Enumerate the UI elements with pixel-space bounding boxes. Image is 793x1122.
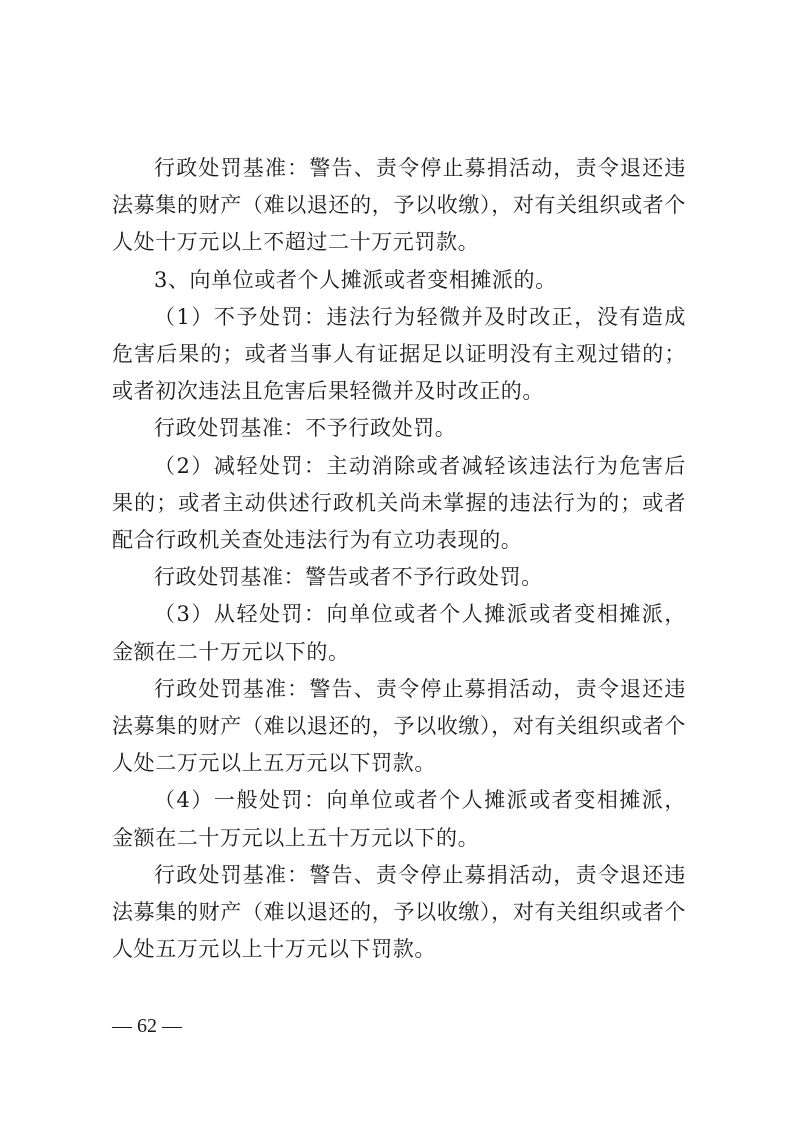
paragraph-penalty-standard-5: 行政处罚基准：警告、责令停止募捐活动，责令退还违法募集的财产（难以退还的，予以收缴），对有关组织或者个人处五万元以上十万元以下罚款。 bbox=[112, 862, 686, 962]
paragraph-item-3-heading: 3、向单位或者个人摊派或者变相摊派的。 bbox=[154, 267, 557, 292]
paragraph-mitigated-penalty: （2）减轻处罚：主动消除或者减轻该违法行为危害后果的；或者主动供述行政机关尚未掌握的违法行为的；或者配合行政机关查处违法行为有立功表现的。 bbox=[112, 453, 686, 553]
body-text bbox=[112, 150, 686, 968]
paragraph-penalty-standard-1: 行政处罚基准：警告、责令停止募捐活动，责令退还违法募集的财产（难以退还的，予以收缴），对有关组织或者个人处十万元以上不超过二十万元罚款。 bbox=[112, 156, 686, 255]
paragraph-lighter-penalty: （3）从轻处罚：向单位或者个人摊派或者变相摊派，金额在二十万元以下的。 bbox=[112, 602, 686, 664]
paragraph-penalty-standard-4: 行政处罚基准：警告、责令停止募捐活动，责令退还违法募集的财产（难以退还的，予以收缴），对有关组织或者个人处二万元以上五万元以下罚款。 bbox=[112, 676, 686, 776]
paragraph-general-penalty: （4）一般处罚：向单位或者个人摊派或者变相摊派，金额在二十万元以上五十万元以下的。 bbox=[112, 788, 686, 850]
paragraph-no-penalty: （1）不予处罚：违法行为轻微并及时改正，没有造成危害后果的；或者当事人有证据足以证明没有主观过错的；或者初次违法且危害后果轻微并及时改正的。 bbox=[112, 304, 686, 404]
paragraph-penalty-standard-3: 行政处罚基准：警告或者不予行政处罚。 bbox=[154, 565, 543, 590]
paragraph-penalty-standard-2: 行政处罚基准：不予行政处罚。 bbox=[154, 416, 457, 441]
page-number: — 62 — bbox=[112, 1015, 182, 1037]
